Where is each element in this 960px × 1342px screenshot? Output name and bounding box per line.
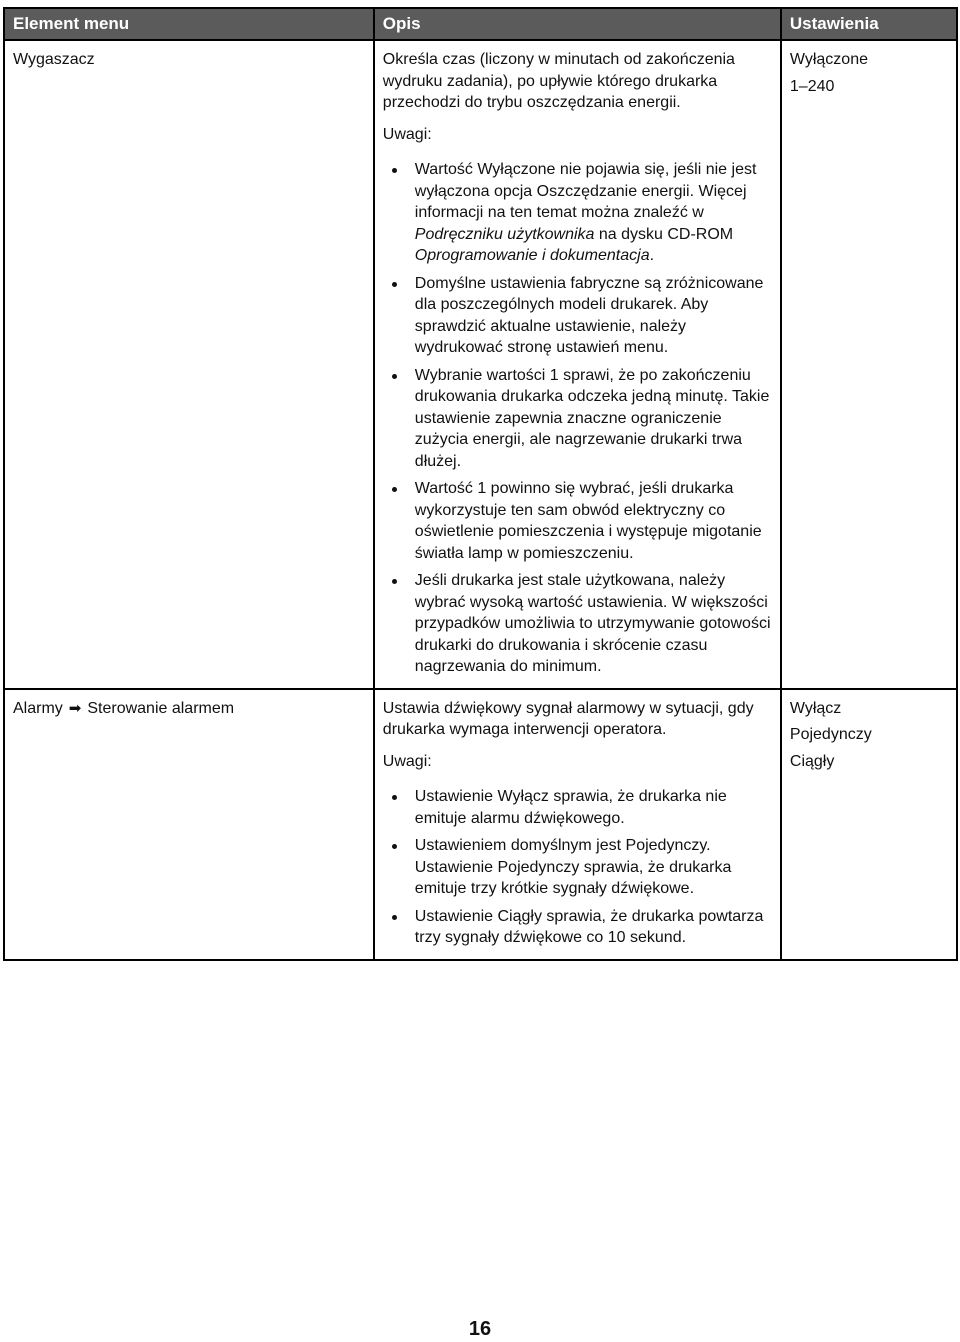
notes-list bbox=[383, 159, 772, 678]
setting-value: Ciągły bbox=[789, 752, 835, 770]
list-item: Ustawieniem domyślnym jest Pojedynczy. Ustawienie Pojedynczy sprawia, że drukarka emituje trzy krótkie sygnały dźwiękowe. bbox=[415, 835, 772, 900]
note-text-end: . bbox=[649, 247, 655, 264]
table-row bbox=[4, 689, 957, 960]
list-item: Wybranie wartości 1 sprawi, że po zakończeniu drukowania drukarka odczeka jedną minutę. Takie ustawienie zapewnia znaczne ograniczenie zużycia energii, ale nagrzewanie drukarki trwa dłużej. bbox=[415, 365, 772, 473]
note-text-mid: na dysku CD-ROM bbox=[594, 225, 734, 243]
settings-cell bbox=[781, 40, 957, 689]
setting-value: Wyłącz bbox=[789, 699, 842, 717]
setting-value: Pojedynczy bbox=[789, 726, 872, 743]
element-cell bbox=[4, 689, 374, 960]
header-element-menu: Element menu bbox=[4, 8, 374, 40]
element-subname: Sterowanie alarmem bbox=[87, 699, 235, 717]
note-text: Wartość Wyłączone nie pojawia się, jeśli nie jest wyłączona opcja Oszczędzanie energii. Więcej informacji na ten temat można znaleźć w bbox=[414, 161, 757, 221]
description-text: Ustawia dźwiękowy sygnał alarmowy w sytuacji, gdy drukarka wymaga interwencji operatora. bbox=[382, 699, 754, 738]
note-italic-manual: Podręczniku użytkownika bbox=[414, 225, 595, 243]
table-row bbox=[4, 40, 957, 689]
list-item: Domyślne ustawienia fabryczne są zróżnicowane dla poszczególnych modeli drukarek. Aby sprawdzić aktualne ustawienie, należy wydrukować stronę ustawień menu. bbox=[415, 273, 772, 359]
arrow-right-icon: ➡ bbox=[68, 699, 82, 717]
page-number: 16 bbox=[468, 1318, 492, 1340]
header-ustawienia: Ustawienia bbox=[781, 8, 957, 40]
description-cell bbox=[374, 689, 781, 960]
list-item: Ustawienie Wyłącz sprawia, że drukarka nie emituje alarmu dźwiękowego. bbox=[415, 786, 772, 829]
element-cell bbox=[4, 40, 374, 689]
note-italic-cd: Oprogramowanie i dokumentacja bbox=[414, 247, 650, 264]
table-header-row bbox=[4, 8, 957, 40]
list-item: Jeśli drukarka jest stale użytkowana, należy wybrać wysoką wartość ustawienia. W większości przypadków umożliwia to utrzymywanie gotowości drukarki do drukowania i skrócenie czasu nagrzewania do minimum. bbox=[415, 570, 772, 678]
settings-cell bbox=[781, 689, 957, 960]
setting-value: Wyłączone bbox=[789, 51, 868, 68]
notes-label: Uwagi: bbox=[382, 752, 432, 770]
menu-table bbox=[3, 7, 958, 961]
header-opis: Opis bbox=[374, 8, 781, 40]
list-item: Wartość 1 powinno się wybrać, jeśli drukarka wykorzystuje ten sam obwód elektryczny co oświetlenie pomieszczenia i występuje migotanie światła lamp w pomieszczeniu. bbox=[415, 478, 772, 564]
list-item: Ustawienie Ciągły sprawia, że drukarka powtarza trzy sygnały dźwiękowe co 10 sekund. bbox=[415, 906, 772, 949]
notes-list bbox=[383, 786, 772, 949]
list-item bbox=[415, 159, 772, 267]
element-name: Wygaszacz bbox=[13, 51, 95, 68]
element-name: Alarmy bbox=[13, 699, 63, 717]
setting-value: 1–240 bbox=[789, 77, 835, 95]
notes-label: Uwagi: bbox=[382, 125, 432, 143]
description-text: Określa czas (liczony w minutach od zakończenia wydruku zadania), po upływie którego drukarka przechodzi do trybu oszczędzania energii. bbox=[382, 51, 735, 111]
description-cell bbox=[374, 40, 781, 689]
